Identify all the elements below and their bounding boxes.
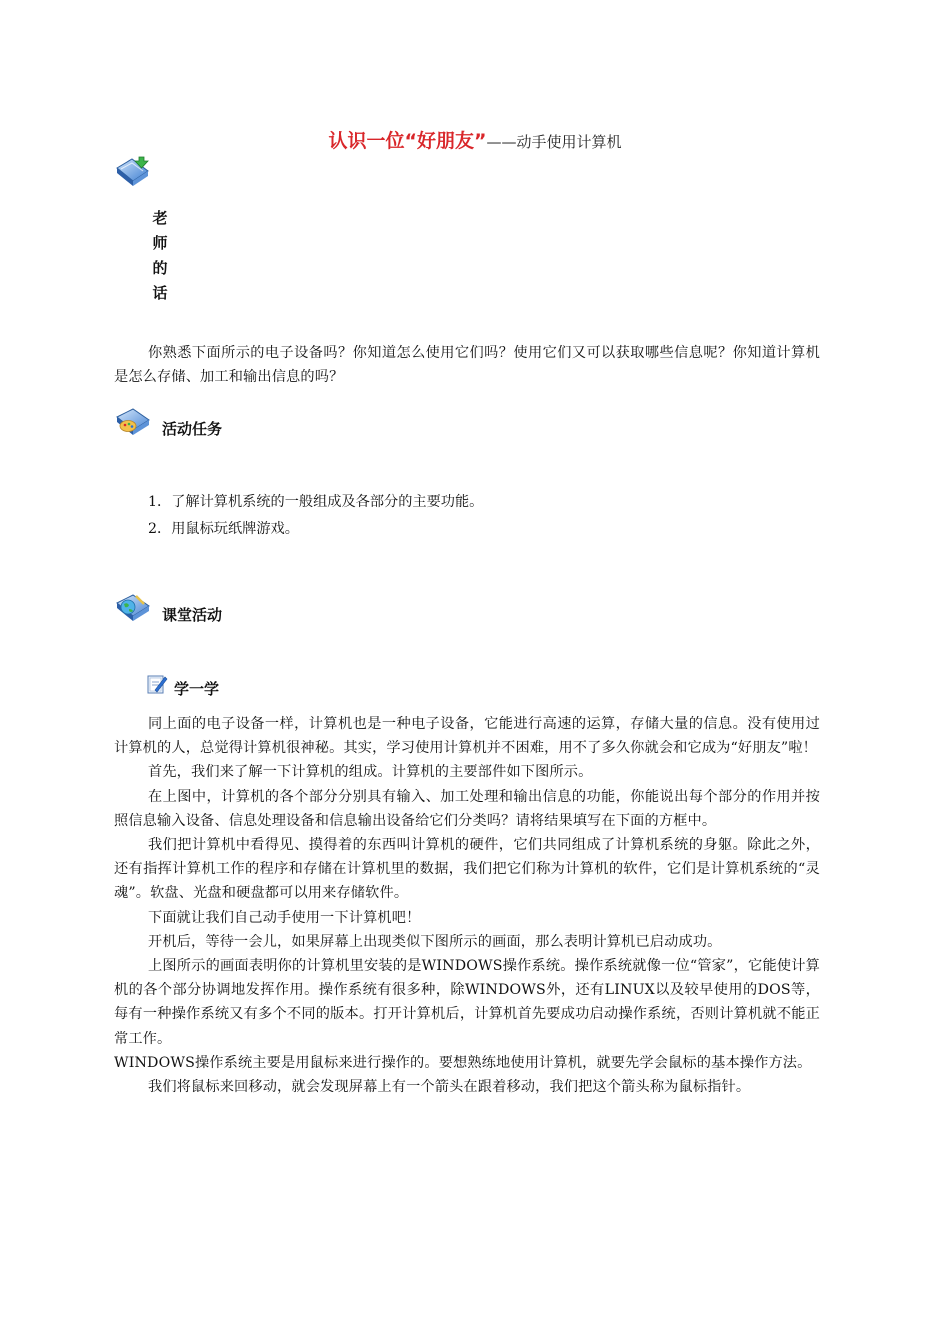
task-list xyxy=(148,489,483,543)
body-paragraph: 下面就让我们自己动手使用一下计算机吧！ xyxy=(148,909,421,926)
class-heading: 课堂活动 xyxy=(162,606,223,624)
body-paragraph: 在上图中，计算机的各个部分分别具有输入、加工处理和输出信息的功能，你能说出每个部分的作用并按照信息输入设备、信息处理设备和信息输出设备给它们分类吗？请将结果填写在下面的方框中。 xyxy=(114,788,820,829)
body-paragraph: 上图所示的画面表明你的计算机里安装的是WINDOWS操作系统。操作系统就像一位“管家”，它能使计算机的各个部分协调地发挥作用。操作系统有很多种，除WINDOWS外，还有LINUX以及较早使用的DOS等，每有一种操作系统又有多个不同的版本。打开计算机后，计算机首先要成功启动操作系统，否则计算机就不能正常工作。 xyxy=(114,958,820,1047)
intro-paragraph xyxy=(114,341,820,389)
teacher-words-label xyxy=(150,206,170,306)
task-palette-icon xyxy=(114,404,150,440)
teacher-words-char: 师 xyxy=(152,234,168,252)
class-globe-icon xyxy=(114,590,150,626)
teacher-words-char: 老 xyxy=(152,209,168,227)
body-paragraph: WINDOWS操作系统主要是用鼠标来进行操作的。要想熟练地使用计算机，就要先学会鼠标的基本操作方法。 xyxy=(114,1054,812,1071)
title-main: 认识一位“好朋友” xyxy=(328,130,487,152)
teacher-words-char: 话 xyxy=(152,284,168,302)
document-title xyxy=(0,126,950,153)
task-heading: 活动任务 xyxy=(162,420,223,438)
learn-note-icon xyxy=(146,673,168,695)
body-paragraph: 我们把计算机中看得见、摸得着的东西叫计算机的硬件，它们共同组成了计算机系统的身躯。除此之外，还有指挥计算机工作的程序和存储在计算机里的数据，我们把它们称为计算机的软件，它们是计算机系统的“灵魂”。软盘、光盘和硬盘都可以用来存储软件。 xyxy=(114,837,820,902)
body-paragraph: 首先，我们来了解一下计算机的组成。计算机的主要部件如下图所示。 xyxy=(148,764,593,781)
body-paragraph: 同上面的电子设备一样，计算机也是一种电子设备，它能进行高速的运算，存储大量的信息。没有使用过计算机的人，总觉得计算机很神秘。其实，学习使用计算机并不困难，用不了多久你就会和它成为“好朋友”啦！ xyxy=(114,716,820,757)
title-subtitle: ——动手使用计算机 xyxy=(486,133,622,151)
body-paragraph: 我们将鼠标来回移动，就会发现屏幕上有一个箭头在跟着移动，我们把这个箭头称为鼠标指针。 xyxy=(148,1079,751,1096)
intro-text: 你熟悉下面所示的电子设备吗？你知道怎么使用它们吗？使用它们又可以获取哪些信息呢？你知道计算机是怎么存储、加工和输出信息的吗？ xyxy=(114,345,820,386)
teacher-words-char: 的 xyxy=(152,259,168,277)
body-paragraph: 开机后，等待一会儿，如果屏幕上出现类似下图所示的画面，那么表明计算机已启动成功。 xyxy=(148,933,722,950)
learn-heading: 学一学 xyxy=(174,680,220,698)
learn-body xyxy=(114,712,820,1099)
teacher-book-icon xyxy=(114,154,150,190)
list-item: 2．用鼠标玩纸牌游戏。 xyxy=(148,521,299,537)
list-item: 1．了解计算机系统的一般组成及各部分的主要功能。 xyxy=(148,494,484,510)
